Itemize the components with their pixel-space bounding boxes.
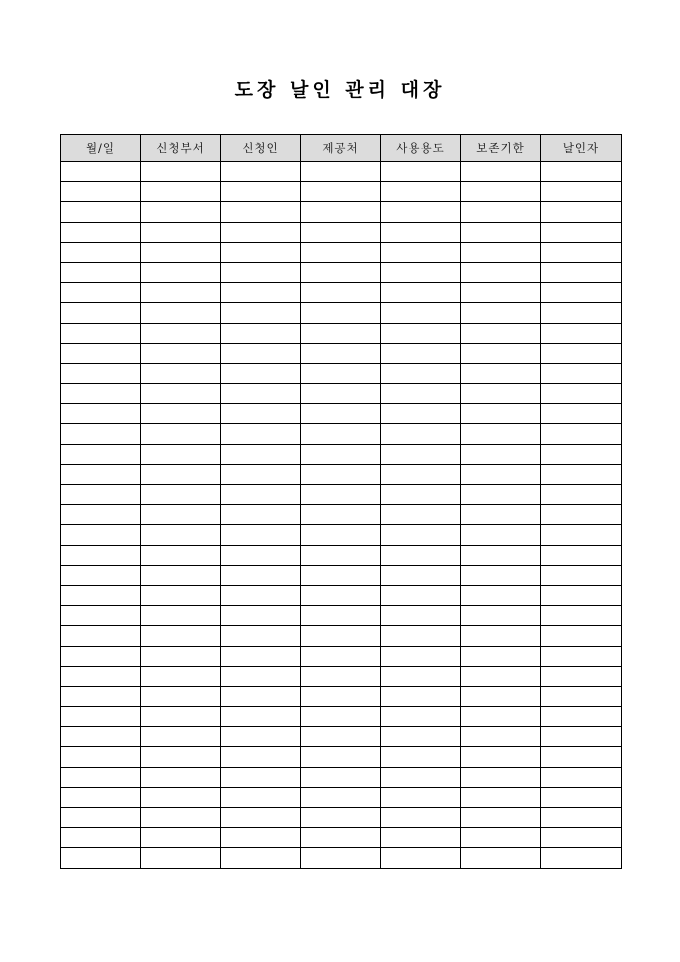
table-cell[interactable]: [61, 585, 141, 605]
table-row: [61, 646, 622, 666]
table-cell[interactable]: [541, 384, 622, 404]
table-cell[interactable]: [221, 303, 301, 323]
table-cell[interactable]: [141, 202, 221, 222]
table-row: [61, 666, 622, 686]
table-cell[interactable]: [541, 323, 622, 343]
table-cell[interactable]: [461, 343, 541, 363]
table-cell[interactable]: [541, 424, 622, 444]
table-cell[interactable]: [301, 242, 381, 262]
table-cell[interactable]: [301, 283, 381, 303]
table-cell[interactable]: [141, 182, 221, 202]
table-cell[interactable]: [301, 424, 381, 444]
table-cell[interactable]: [61, 626, 141, 646]
table-cell[interactable]: [301, 585, 381, 605]
table-cell[interactable]: [141, 707, 221, 727]
table-cell[interactable]: [61, 464, 141, 484]
table-cell[interactable]: [381, 303, 461, 323]
table-cell[interactable]: [301, 808, 381, 828]
table-cell[interactable]: [141, 343, 221, 363]
table-cell[interactable]: [381, 202, 461, 222]
table-cell[interactable]: [221, 424, 301, 444]
table-row: [61, 787, 622, 807]
table-cell[interactable]: [381, 727, 461, 747]
table-row: [61, 303, 622, 323]
table-row: [61, 323, 622, 343]
table-cell[interactable]: [461, 565, 541, 585]
document-title: 도장 날인 관리 대장: [234, 79, 446, 101]
table-cell[interactable]: [141, 565, 221, 585]
table-cell[interactable]: [141, 222, 221, 242]
table-cell[interactable]: [381, 384, 461, 404]
table-row: [61, 707, 622, 727]
table-cell[interactable]: [61, 525, 141, 545]
table-cell[interactable]: [301, 626, 381, 646]
table-cell[interactable]: [541, 848, 622, 868]
column-header-recipient: 제공처: [301, 135, 381, 162]
table-cell[interactable]: [461, 848, 541, 868]
table-cell[interactable]: [141, 808, 221, 828]
table-cell[interactable]: [141, 464, 221, 484]
table-cell[interactable]: [381, 606, 461, 626]
table-cell[interactable]: [461, 707, 541, 727]
table-cell[interactable]: [221, 727, 301, 747]
table-cell[interactable]: [61, 828, 141, 848]
table-cell[interactable]: [541, 646, 622, 666]
column-header-applicant: 신청인: [221, 135, 301, 162]
seal-ledger-table: [60, 134, 622, 869]
table-cell[interactable]: [221, 262, 301, 282]
table-cell[interactable]: [61, 283, 141, 303]
table-cell[interactable]: [221, 444, 301, 464]
table-cell[interactable]: [221, 626, 301, 646]
table-cell[interactable]: [221, 323, 301, 343]
table-row: [61, 767, 622, 787]
table-cell[interactable]: [541, 343, 622, 363]
table-cell[interactable]: [381, 343, 461, 363]
table-cell[interactable]: [541, 666, 622, 686]
table-row: [61, 283, 622, 303]
table-cell[interactable]: [141, 747, 221, 767]
table-cell[interactable]: [461, 787, 541, 807]
table-cell[interactable]: [461, 303, 541, 323]
table-cell[interactable]: [301, 262, 381, 282]
table-cell[interactable]: [381, 585, 461, 605]
table-cell[interactable]: [461, 585, 541, 605]
table-cell[interactable]: [61, 606, 141, 626]
table-cell[interactable]: [381, 626, 461, 646]
table-cell[interactable]: [381, 686, 461, 706]
table-cell[interactable]: [301, 606, 381, 626]
table-row: [61, 565, 622, 585]
table-cell[interactable]: [461, 606, 541, 626]
table-cell[interactable]: [301, 202, 381, 222]
table-cell[interactable]: [461, 283, 541, 303]
table-cell[interactable]: [221, 464, 301, 484]
table-cell[interactable]: [141, 585, 221, 605]
table-cell[interactable]: [541, 787, 622, 807]
table-cell[interactable]: [221, 283, 301, 303]
table-cell[interactable]: [461, 505, 541, 525]
table-cell[interactable]: [301, 485, 381, 505]
table-row: [61, 384, 622, 404]
table-cell[interactable]: [381, 262, 461, 282]
table-cell[interactable]: [61, 666, 141, 686]
table-cell[interactable]: [381, 828, 461, 848]
table-cell[interactable]: [461, 323, 541, 343]
table-cell[interactable]: [141, 848, 221, 868]
table-cell[interactable]: [541, 707, 622, 727]
table-cell[interactable]: [221, 828, 301, 848]
table-cell[interactable]: [141, 646, 221, 666]
table-cell[interactable]: [381, 162, 461, 182]
table-cell[interactable]: [541, 485, 622, 505]
table-cell[interactable]: [541, 162, 622, 182]
table-cell[interactable]: [461, 828, 541, 848]
table-cell[interactable]: [301, 565, 381, 585]
table-cell[interactable]: [381, 666, 461, 686]
table-cell[interactable]: [381, 323, 461, 343]
table-header-row: [61, 135, 622, 162]
table-cell[interactable]: [461, 464, 541, 484]
table-row: [61, 404, 622, 424]
table-cell[interactable]: [461, 444, 541, 464]
table-cell[interactable]: [301, 686, 381, 706]
table-cell[interactable]: [221, 404, 301, 424]
table-cell[interactable]: [141, 828, 221, 848]
table-row: [61, 848, 622, 868]
table-cell[interactable]: [61, 242, 141, 262]
table-cell[interactable]: [381, 808, 461, 828]
table-cell[interactable]: [61, 747, 141, 767]
table-cell[interactable]: [141, 767, 221, 787]
table-row: [61, 343, 622, 363]
table-cell[interactable]: [221, 787, 301, 807]
table-cell[interactable]: [461, 424, 541, 444]
table-cell[interactable]: [61, 787, 141, 807]
table-cell[interactable]: [381, 646, 461, 666]
table-cell[interactable]: [221, 565, 301, 585]
table-cell[interactable]: [301, 646, 381, 666]
table-cell[interactable]: [61, 343, 141, 363]
table-cell[interactable]: [541, 767, 622, 787]
table-cell[interactable]: [541, 464, 622, 484]
table-cell[interactable]: [61, 363, 141, 383]
table-cell[interactable]: [61, 565, 141, 585]
table-cell[interactable]: [221, 343, 301, 363]
table-row: [61, 545, 622, 565]
table-cell[interactable]: [381, 565, 461, 585]
table-cell[interactable]: [541, 262, 622, 282]
table-row: [61, 162, 622, 182]
table-cell[interactable]: [541, 545, 622, 565]
table-cell[interactable]: [61, 485, 141, 505]
table-cell[interactable]: [221, 222, 301, 242]
table-cell[interactable]: [541, 202, 622, 222]
table-cell[interactable]: [61, 848, 141, 868]
table-cell[interactable]: [541, 747, 622, 767]
table-row: [61, 606, 622, 626]
table-cell[interactable]: [381, 767, 461, 787]
table-cell[interactable]: [381, 363, 461, 383]
table-cell[interactable]: [221, 505, 301, 525]
table-cell[interactable]: [301, 747, 381, 767]
table-cell[interactable]: [301, 828, 381, 848]
table-row: [61, 808, 622, 828]
table-cell[interactable]: [301, 343, 381, 363]
column-header-date: 월/일: [61, 135, 141, 162]
table-cell[interactable]: [221, 646, 301, 666]
table-cell[interactable]: [61, 707, 141, 727]
table-cell[interactable]: [141, 303, 221, 323]
table-row: [61, 585, 622, 605]
table-cell[interactable]: [61, 727, 141, 747]
table-cell[interactable]: [141, 384, 221, 404]
table-cell[interactable]: [61, 686, 141, 706]
table-cell[interactable]: [381, 707, 461, 727]
table-cell[interactable]: [61, 262, 141, 282]
table-cell[interactable]: [141, 262, 221, 282]
table-cell[interactable]: [221, 545, 301, 565]
table-cell[interactable]: [301, 404, 381, 424]
table-cell[interactable]: [381, 182, 461, 202]
table-row: [61, 242, 622, 262]
table-cell[interactable]: [61, 424, 141, 444]
table-cell[interactable]: [461, 767, 541, 787]
table-cell[interactable]: [381, 404, 461, 424]
table-cell[interactable]: [141, 424, 221, 444]
table-cell[interactable]: [221, 363, 301, 383]
table-cell[interactable]: [221, 242, 301, 262]
table-cell[interactable]: [301, 666, 381, 686]
table-cell[interactable]: [461, 384, 541, 404]
table-cell[interactable]: [461, 222, 541, 242]
table-cell[interactable]: [141, 363, 221, 383]
table-cell[interactable]: [141, 323, 221, 343]
table-cell[interactable]: [541, 363, 622, 383]
table-cell[interactable]: [61, 162, 141, 182]
column-header-retention: 보존기한: [461, 135, 541, 162]
table-cell[interactable]: [141, 404, 221, 424]
table-cell[interactable]: [381, 848, 461, 868]
table-cell[interactable]: [221, 585, 301, 605]
table-cell[interactable]: [61, 202, 141, 222]
table-cell[interactable]: [381, 485, 461, 505]
table-cell[interactable]: [61, 303, 141, 323]
table-cell[interactable]: [141, 505, 221, 525]
table-cell[interactable]: [461, 202, 541, 222]
table-cell[interactable]: [301, 182, 381, 202]
table-row: [61, 626, 622, 646]
table-cell[interactable]: [301, 222, 381, 242]
table-cell[interactable]: [301, 464, 381, 484]
table-cell[interactable]: [141, 283, 221, 303]
table-cell[interactable]: [381, 283, 461, 303]
table-cell[interactable]: [61, 182, 141, 202]
table-cell[interactable]: [461, 727, 541, 747]
table-cell[interactable]: [221, 606, 301, 626]
table-cell[interactable]: [461, 808, 541, 828]
table-cell[interactable]: [141, 686, 221, 706]
table-cell[interactable]: [221, 485, 301, 505]
table-cell[interactable]: [461, 242, 541, 262]
table-cell[interactable]: [461, 686, 541, 706]
table-cell[interactable]: [381, 787, 461, 807]
table-cell[interactable]: [381, 747, 461, 767]
table-cell[interactable]: [141, 666, 221, 686]
table-cell[interactable]: [541, 727, 622, 747]
table-cell[interactable]: [461, 404, 541, 424]
table-cell[interactable]: [301, 303, 381, 323]
table-cell[interactable]: [141, 242, 221, 262]
table-cell[interactable]: [541, 505, 622, 525]
table-row: [61, 262, 622, 282]
table-cell[interactable]: [541, 182, 622, 202]
table-cell[interactable]: [461, 626, 541, 646]
table-cell[interactable]: [141, 626, 221, 646]
table-cell[interactable]: [221, 767, 301, 787]
table-row: [61, 222, 622, 242]
table-cell[interactable]: [61, 323, 141, 343]
table-cell[interactable]: [221, 747, 301, 767]
table-cell[interactable]: [381, 505, 461, 525]
table-cell[interactable]: [541, 283, 622, 303]
table-cell[interactable]: [301, 848, 381, 868]
table-cell[interactable]: [61, 545, 141, 565]
table-cell[interactable]: [301, 363, 381, 383]
table-cell[interactable]: [541, 828, 622, 848]
table-cell[interactable]: [461, 545, 541, 565]
table-cell[interactable]: [541, 585, 622, 605]
table-cell[interactable]: [461, 646, 541, 666]
table-cell[interactable]: [381, 424, 461, 444]
table-cell[interactable]: [381, 464, 461, 484]
table-cell[interactable]: [141, 525, 221, 545]
table-row: [61, 363, 622, 383]
table-cell[interactable]: [301, 787, 381, 807]
table-cell[interactable]: [221, 182, 301, 202]
table-cell[interactable]: [141, 444, 221, 464]
table-cell[interactable]: [301, 525, 381, 545]
column-header-purpose: 사용용도: [381, 135, 461, 162]
table-row: [61, 182, 622, 202]
table-cell[interactable]: [381, 444, 461, 464]
table-cell[interactable]: [461, 525, 541, 545]
table-cell[interactable]: [141, 727, 221, 747]
table-cell[interactable]: [221, 808, 301, 828]
table-row: [61, 505, 622, 525]
column-header-department: 신청부서: [141, 135, 221, 162]
table-cell[interactable]: [301, 444, 381, 464]
table-cell[interactable]: [541, 525, 622, 545]
table-row: [61, 686, 622, 706]
table-cell[interactable]: [381, 525, 461, 545]
table-cell[interactable]: [221, 202, 301, 222]
table-row: [61, 464, 622, 484]
table-cell[interactable]: [541, 606, 622, 626]
table-cell[interactable]: [221, 525, 301, 545]
table-cell[interactable]: [221, 384, 301, 404]
table-cell[interactable]: [301, 545, 381, 565]
table-cell[interactable]: [301, 767, 381, 787]
table-cell[interactable]: [381, 222, 461, 242]
table-cell[interactable]: [541, 242, 622, 262]
table-row: [61, 444, 622, 464]
table-cell[interactable]: [221, 162, 301, 182]
table-cell[interactable]: [461, 485, 541, 505]
table-cell[interactable]: [461, 363, 541, 383]
table-cell[interactable]: [381, 545, 461, 565]
column-header-sealer: 날인자: [541, 135, 622, 162]
table-cell[interactable]: [461, 182, 541, 202]
table-cell[interactable]: [461, 666, 541, 686]
table-cell[interactable]: [301, 505, 381, 525]
table-cell[interactable]: [301, 384, 381, 404]
table-cell[interactable]: [61, 646, 141, 666]
table-cell[interactable]: [301, 727, 381, 747]
table-cell[interactable]: [461, 162, 541, 182]
table-body: [61, 162, 622, 869]
table-cell[interactable]: [461, 262, 541, 282]
table-row: [61, 727, 622, 747]
table-cell[interactable]: [141, 485, 221, 505]
table-cell[interactable]: [221, 686, 301, 706]
table-cell[interactable]: [541, 222, 622, 242]
table-cell[interactable]: [61, 384, 141, 404]
table-cell[interactable]: [541, 686, 622, 706]
table-cell[interactable]: [541, 808, 622, 828]
table-cell[interactable]: [221, 666, 301, 686]
table-cell[interactable]: [61, 505, 141, 525]
table-row: [61, 424, 622, 444]
table-cell[interactable]: [61, 767, 141, 787]
table-cell[interactable]: [461, 747, 541, 767]
table-row: [61, 525, 622, 545]
table-cell[interactable]: [141, 606, 221, 626]
table-cell[interactable]: [141, 787, 221, 807]
table-cell[interactable]: [61, 808, 141, 828]
table-cell[interactable]: [61, 222, 141, 242]
table-cell[interactable]: [541, 626, 622, 646]
table-cell[interactable]: [141, 162, 221, 182]
table-cell[interactable]: [301, 162, 381, 182]
table-row: [61, 202, 622, 222]
table-cell[interactable]: [541, 404, 622, 424]
table-cell[interactable]: [221, 848, 301, 868]
table-row: [61, 485, 622, 505]
table-cell[interactable]: [381, 242, 461, 262]
table-cell[interactable]: [541, 565, 622, 585]
table-row: [61, 828, 622, 848]
table-cell[interactable]: [141, 545, 221, 565]
table-cell[interactable]: [541, 444, 622, 464]
table-cell[interactable]: [301, 323, 381, 343]
table-cell[interactable]: [221, 707, 301, 727]
table-cell[interactable]: [61, 404, 141, 424]
table-cell[interactable]: [301, 707, 381, 727]
table-cell[interactable]: [541, 303, 622, 323]
table-row: [61, 747, 622, 767]
table-cell[interactable]: [61, 444, 141, 464]
